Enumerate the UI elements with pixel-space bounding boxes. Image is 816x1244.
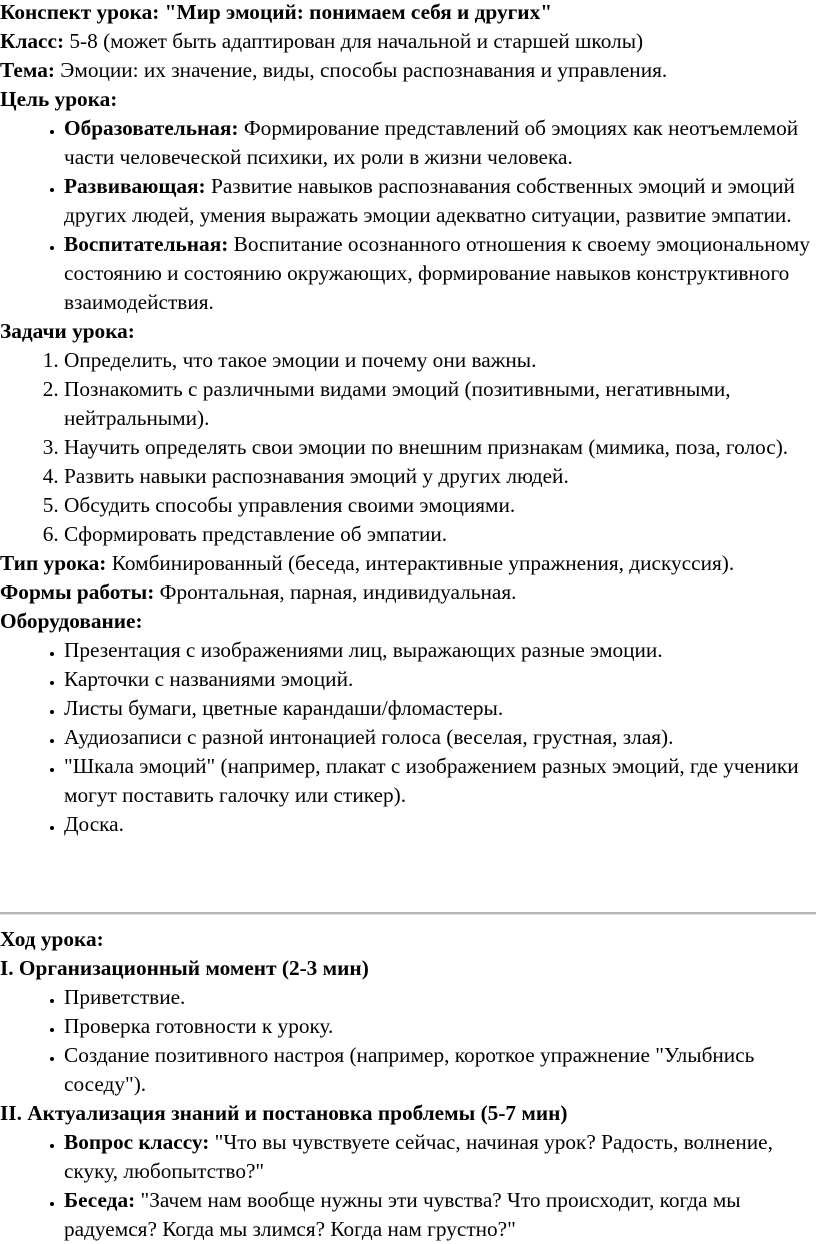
equipment-item: • Листы бумаги, цветные карандаши/фломастеры. (64, 694, 812, 723)
tasks-list (0, 346, 816, 549)
lesson-progress (0, 925, 816, 1244)
task-item: 4. Развить навыки распознавания эмоций у других людей. (64, 462, 812, 491)
stage1-heading: I. Организационный момент (2-3 мин) (0, 956, 369, 980)
stage2-item-discussion: • Беседа: "Зачем нам вообще нужны эти чувства? Что происходит, когда мы радуемся? Когда мы злимся? Когда нам грустно?" (64, 1186, 812, 1244)
stage1-item: • Создание позитивного настроя (например, короткое упражнение "Улыбнись соседу"). (64, 1041, 812, 1099)
task-item: 2. Познакомить с различными видами эмоций (позитивными, негативными, нейтральными). (64, 375, 812, 433)
stage1-item: • Приветствие. (64, 983, 812, 1012)
stage1-list (0, 983, 816, 1099)
equipment-item: • Доска. (64, 810, 812, 839)
equipment-list (0, 636, 816, 839)
task-item: 3. Научить определять свои эмоции по внешним признакам (мимика, поза, голос). (64, 433, 812, 462)
stage2-heading: II. Актуализация знаний и постановка проблемы (5-7 мин) (0, 1101, 568, 1125)
equipment-heading: Оборудование: (0, 609, 143, 633)
work-forms-line: Формы работы: Фронтальная, парная, индивидуальная. (0, 580, 517, 604)
stage1-item: • Проверка готовности к уроку. (64, 1012, 812, 1041)
lesson-title: Конспект урока: "Мир эмоций: понимаем себя и других" (0, 0, 553, 24)
goal-item-educational: • Образовательная: Формирование представлений об эмоциях как неотъемлемой части человеческой психики, их роли в жизни человека. (64, 114, 812, 172)
progress-heading: Ход урока: (0, 927, 104, 951)
goals-list (0, 114, 816, 317)
equipment-item: • "Шкала эмоций" (например, плакат с изображением разных эмоций, где ученики могут поставить галочку или стикер). (64, 752, 812, 810)
topic-line: Тема: Эмоции: их значение, виды, способы распознавания и управления. (0, 58, 668, 82)
stage2-item-question: • Вопрос классу: "Что вы чувствуете сейчас, начиная урок? Радость, волнение, скуку, любопытство?" (64, 1128, 812, 1186)
task-item: 5. Обсудить способы управления своими эмоциями. (64, 491, 812, 520)
goal-item-developmental: • Развивающая: Развитие навыков распознавания собственных эмоций и эмоций других людей, умения выражать эмоции адекватно ситуации, развитие эмпатии. (64, 172, 812, 230)
equipment-item: • Аудиозаписи с разной интонацией голоса (веселая, грустная, злая). (64, 723, 812, 752)
equipment-item: • Карточки с названиями эмоций. (64, 665, 812, 694)
equipment-item: • Презентация с изображениями лиц, выражающих разные эмоции. (64, 636, 812, 665)
horizontal-divider (0, 912, 816, 915)
task-item: 1. Определить, что такое эмоции и почему они важны. (64, 346, 812, 375)
stage2-list (0, 1128, 816, 1244)
task-item: 6. Сформировать представление об эмпатии. (64, 520, 812, 549)
tasks-heading: Задачи урока: (0, 319, 135, 343)
goal-item-upbringing: • Воспитательная: Воспитание осознанного отношения к своему эмоциональному состоянию и состоянию окружающих, формирование навыков конструктивного взаимодействия. (64, 230, 812, 317)
goals-heading: Цель урока: (0, 87, 118, 111)
class-line: Класс: 5-8 (может быть адаптирован для начальной и старшей школы) (0, 29, 644, 53)
lesson-type-line: Тип урока: Комбинированный (беседа, интерактивные упражнения, дискуссия). (0, 551, 735, 575)
